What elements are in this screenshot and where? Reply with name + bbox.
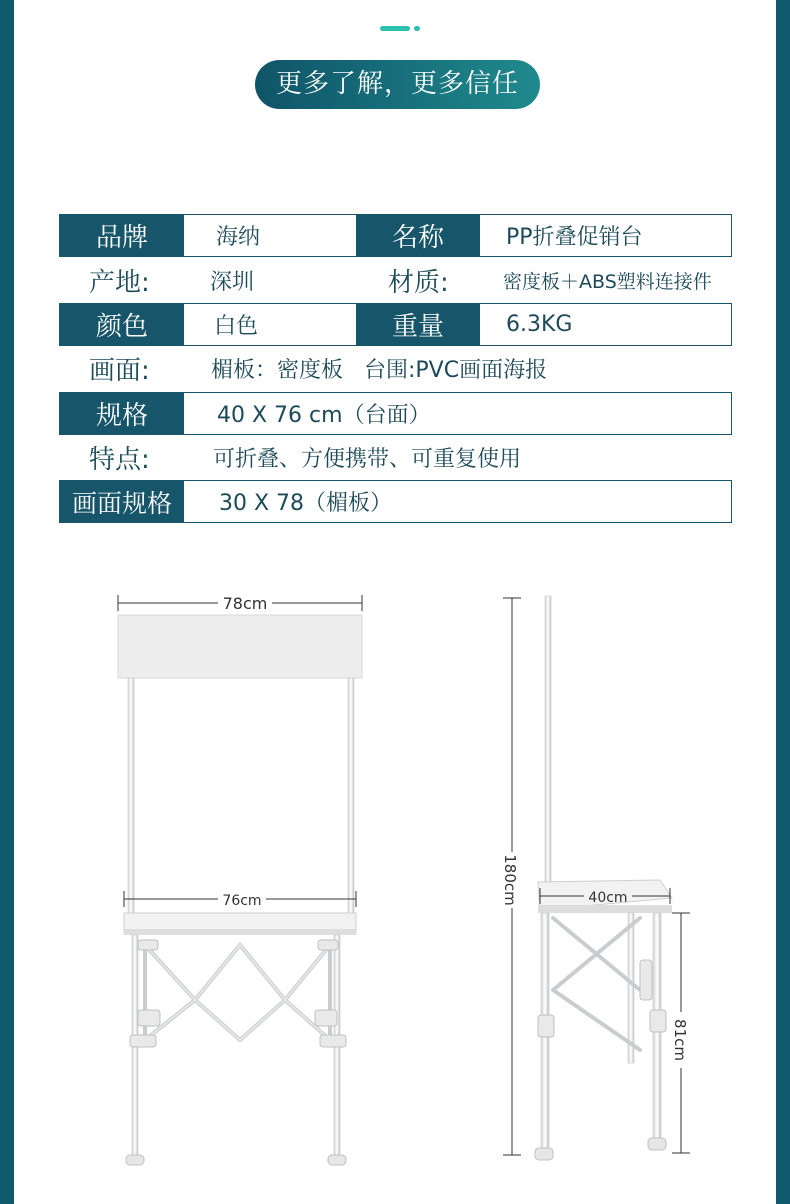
spec-value-origin: 深圳 <box>210 270 255 295</box>
spec-label-graphics: 画面: <box>89 356 150 386</box>
side-dim-lines <box>503 598 690 1155</box>
dim-side-total-height: 180cm <box>501 854 519 906</box>
dim-front-table-width: 76cm <box>222 893 262 909</box>
spec-value-material: 密度板＋ABS塑料连接件 <box>503 271 712 293</box>
spec-label-name: 名称 <box>356 215 480 256</box>
spec-value-color: 白色 <box>214 314 259 339</box>
spec-value-size: 40 X 76 cm（台面） <box>217 403 431 428</box>
front-view-stand <box>118 615 362 1165</box>
spec-label-graphic-size: 画面规格 <box>60 481 184 522</box>
spec-label-weight: 重量 <box>356 304 480 345</box>
spec-value-features: 可折叠、方便携带、可重复使用 <box>213 447 522 472</box>
spec-label-features: 特点: <box>89 445 150 475</box>
spec-label-size: 规格 <box>60 393 184 434</box>
spec-value-brand: 海纳 <box>216 225 261 250</box>
spec-label-brand: 品牌 <box>60 215 184 256</box>
dim-side-depth: 40cm <box>588 890 628 906</box>
banner-title: 更多了解，更多信任 <box>255 60 540 109</box>
dim-front-top-width: 78cm <box>222 594 268 613</box>
spec-label-origin: 产地: <box>89 268 150 298</box>
spec-value-name: PP折叠促销台 <box>506 225 643 250</box>
spec-label-material: 材质: <box>388 268 449 298</box>
spec-value-graphics: 楣板：密度板 台围:PVC画面海报 <box>211 358 548 383</box>
spec-label-color: 颜色 <box>60 304 184 345</box>
dim-side-table-height: 81cm <box>671 1019 689 1061</box>
spec-value-graphic-size: 30 X 78（楣板） <box>219 491 393 516</box>
side-view-stand <box>535 596 672 1160</box>
spec-value-weight: 6.3KG <box>506 312 573 337</box>
